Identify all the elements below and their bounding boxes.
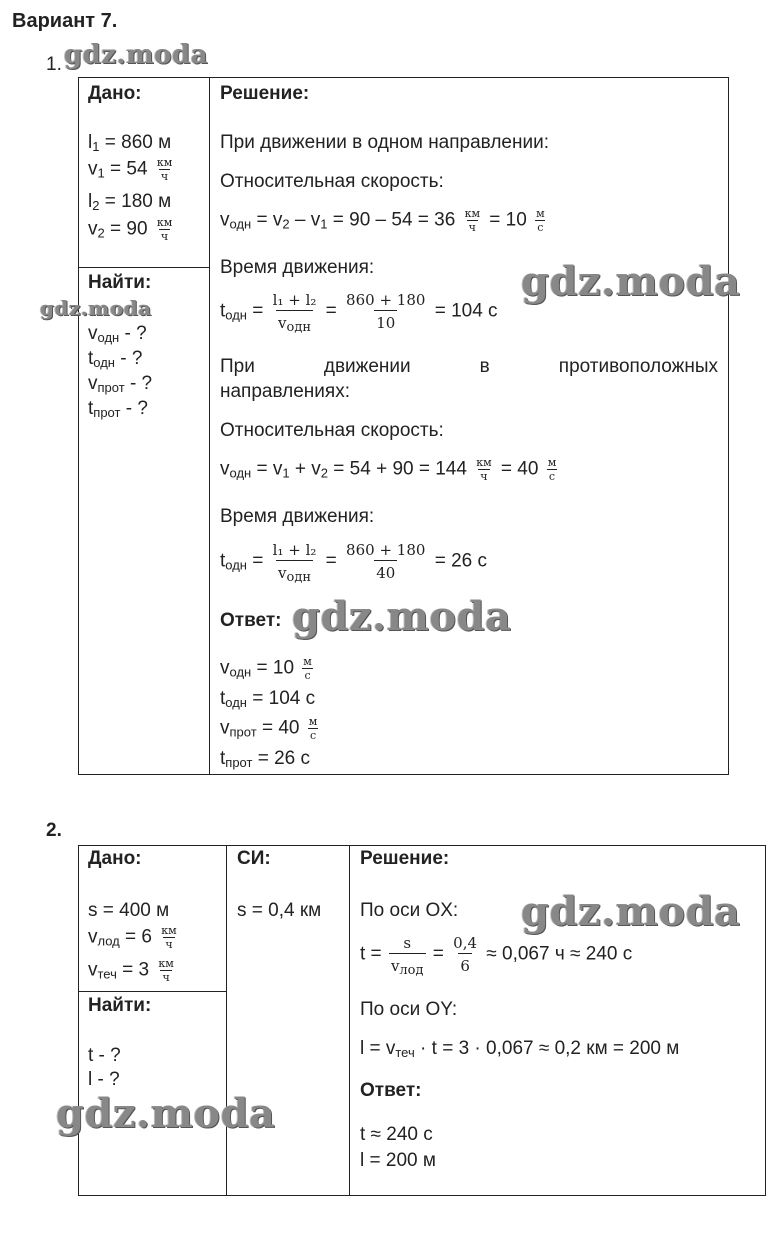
find-item: $v_{прот}$ - ? xyxy=(88,373,153,395)
equation-time-opp: $t_{одн}$ = $\frac{\text{l₁ + l₂}}{v_{одн}}$ = $\frac{860 + 180}{40}$ = 26 с xyxy=(220,541,487,585)
task1-solution-header: Решение: xyxy=(220,83,310,104)
solution-text: Относительная скорость: xyxy=(220,171,444,192)
task1-given-divider xyxy=(78,267,209,268)
task1-answer-header: Ответ: xyxy=(220,610,282,631)
given-v-boat: $v_{лод} = 6$ $\frac{км}{ч}$ xyxy=(88,924,177,951)
task2-given-header: Дано: xyxy=(88,848,142,869)
task2-si-header: СИ: xyxy=(237,848,271,869)
watermark: gdz.moda xyxy=(292,593,512,640)
task1-find-header: Найти: xyxy=(88,272,152,293)
given-v2: $v_2 = 90$ $\frac{км}{ч}$ xyxy=(88,216,173,243)
answer-item: $v_{прот} = 40$ $\frac{м}{с}$ xyxy=(220,715,318,742)
task2-given-divider xyxy=(78,991,226,992)
solution-text: Относительная скорость: xyxy=(220,420,444,441)
find-item: $v_{одн}$ - ? xyxy=(88,323,147,345)
solution-text: По оси OY: xyxy=(360,999,458,1020)
watermark: gdz.moda xyxy=(64,40,209,70)
equation-rel-speed-opp: $v_{одн} = v_1 + v_2 = 54 + 90 = 144$ $\frac{км}{ч}$ = 40 $\frac{м}{с}$ xyxy=(220,456,557,483)
given-l2: $l_2 = 180$ м xyxy=(88,191,172,213)
task1-given-header: Дано: xyxy=(88,83,142,104)
task1-divider xyxy=(209,77,210,775)
equation-time-same: $t_{одн}$ = $\frac{\text{l₁ + l₂}}{v_{одн}}$ = $\frac{860 + 180}{10}$ = 104 с xyxy=(220,291,498,335)
watermark: gdz.moda xyxy=(521,888,741,935)
task1-number: 1. xyxy=(46,54,62,75)
find-item: l - ? xyxy=(88,1069,120,1090)
find-item: $t_{одн}$ - ? xyxy=(88,348,143,370)
si-value: s = 0,4 км xyxy=(237,900,322,921)
solution-text: Время движения: xyxy=(220,506,375,527)
unit-kmh: $\frac{км}{ч}$ xyxy=(156,216,173,243)
watermark: gdz.moda xyxy=(56,1090,276,1137)
page-title: Вариант 7. xyxy=(12,10,118,32)
answer-item: $t_{прот} = 26$ с xyxy=(220,748,311,770)
task2-find-header: Найти: xyxy=(88,995,152,1016)
given-v1: $v_1 = 54$ $\frac{км}{ч}$ xyxy=(88,156,173,183)
answer-item: $v_{одн} = 10$ $\frac{м}{с}$ xyxy=(220,655,312,682)
find-item: $t_{прот}$ - ? xyxy=(88,398,148,420)
answer-item: l = 200 м xyxy=(360,1150,436,1171)
solution-text: По оси OX: xyxy=(360,900,459,921)
watermark: gdz.moda xyxy=(521,258,741,305)
equation-distance: $l = v_{теч} \cdot t = 3 \cdot 0,067 \approx 0,2$ км = 200 м xyxy=(360,1038,680,1060)
equation-rel-speed-same: $v_{одн} = v_2 - v_1 = 90 - 54 = 36$ $\frac{км}{ч}$ = 10 $\frac{м}{с}$ xyxy=(220,207,545,234)
equation-time: t = $\frac{s}{v_{лод}}$ = $\frac{0,4}{6}$ ≈ 0,067 ч ≈ 240 с xyxy=(360,934,633,978)
find-item: t - ? xyxy=(88,1045,121,1066)
task2-solution-header: Решение: xyxy=(360,848,450,869)
given-v-current: $v_{теч} = 3$ $\frac{км}{ч}$ xyxy=(88,957,174,984)
watermark: gdz.moda xyxy=(40,296,152,320)
given-l1: $l_1 = 860$ м xyxy=(88,132,172,154)
task2-answer-header: Ответ: xyxy=(360,1080,422,1101)
unit-kmh: $\frac{км}{ч}$ xyxy=(156,156,173,183)
task2-divider-si xyxy=(226,845,227,1196)
answer-item: $t_{одн} = 104$ с xyxy=(220,688,316,710)
task2-number: 2. xyxy=(46,820,62,841)
solution-text: Время движения: xyxy=(220,257,375,278)
solution-text: направлениях: xyxy=(220,381,350,402)
answer-item: t ≈ 240 с xyxy=(360,1124,433,1145)
given-s: s = 400 м xyxy=(88,900,170,921)
task2-divider-solution xyxy=(349,845,350,1196)
solution-text: При движении в противоположных xyxy=(220,356,718,377)
solution-text: При движении в одном направлении: xyxy=(220,132,549,153)
